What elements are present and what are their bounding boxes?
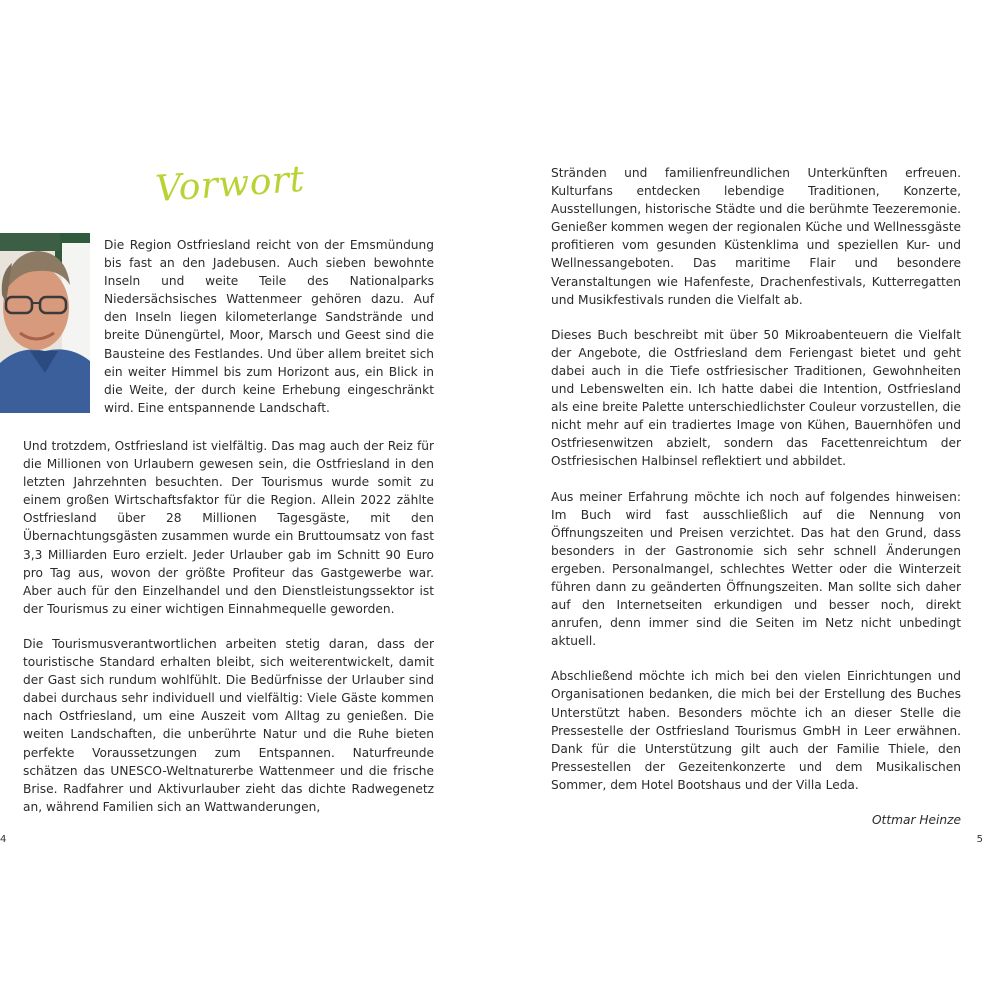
body-paragraph: Aus meiner Erfahrung möchte ich noch auf folgendes hinweisen: Im Buch wird fast ausschließlich auf die Nennung von Öffnungszeiten und Preisen verzichtet. Das hat den Grund, dass besonders in der Gastronomie sich sehr schnell Änderungen ergeben. Personalmangel, schlechtes Wetter oder die Winterzeit führen dann zu geänderten Öffnungszeiten. Man sollte sich daher auf den Internetseiten erkundigen und besser noch, direkt anrufen, denn immer sind die Seiten im Netz nicht unbedingt aktuell. xyxy=(551,489,961,649)
body-paragraph: Dieses Buch beschreibt mit über 50 Mikroabenteuern die Vielfalt der Angebote, die Ostfriesland dem Feriengast bietet und geht dabei auch in die Tiefe ostfriesischer Traditionen, Gewohnheiten und Lebenswelten ein. Ich hatte dabei die Intention, Ostfriesland als eine breite Palette unterschiedlichster Couleur vorzustellen, die nicht mehr auf ein tradiertes Image von Kühen, Bauernhöfen und Ostfriesenwitzen abzielt, sondern das Facettenreichtum der Ostfriesischen Halbinsel reflektiert und abbildet. xyxy=(551,327,961,469)
intro-paragraph: Die Region Ostfriesland reicht von der Emsmündung bis fast an den Jadebusen. Auch sieben bewohnte Inseln und weite Teile des Nationalparks Niedersächsisches Wattenmeer gehören dazu. Auf den Inseln liegen kilometerlange Sandstrände und breite Dünengürtel, Moor, Marsch und Geest sind die Bausteine des Festlandes. Und über allem breitet sich ein weiter Himmel bis zum Horizont aus, ein Blick in die Weite, der durch keine Erhebung eingeschränkt wird. Eine entspannende Landschaft. xyxy=(104,238,434,415)
body-paragraph: Abschließend möchte ich mich bei den vielen Einrichtungen und Organisationen bedanken, die mich bei der Erstellung des Buches Unterstützt haben. Besonders möchte ich an dieser Stelle die Pressestelle der Ostfriesland Tourismus GmbH in Leer erwähnen. Dank für die Unterstützung gilt auch der Familie Thiele, den Pressestellen der Gezeitenkonzerte und dem Musikalischen Sommer, dem Hotel Bootshaus und der Villa Leda. xyxy=(551,669,961,792)
author-signature: Ottmar Heinze xyxy=(871,813,961,827)
page-number-right: 5 xyxy=(976,834,983,845)
right-page-column xyxy=(551,164,961,829)
body-paragraph: Stränden und familienfreundlichen Unterkünften erfreuen. Kulturfans entdecken lebendige Traditionen, Konzerte, Ausstellungen, historische Städte und die berühmte Teezeremonie. Genießer kommen wegen der regionalen Küche und Wellnessgäste profitieren vom gesunden Küstenklima und speziellen Kur- und Wellnessangeboten. Das maritime Flair und besondere Veranstaltungen wie Hafenfeste, Drachenfestivals, Kutterregatten und Musikfestivals runden die Vielfalt ab. xyxy=(551,166,961,307)
left-page-intro xyxy=(104,236,434,434)
author-photo xyxy=(0,233,90,413)
author-portrait-image xyxy=(0,233,90,413)
body-paragraph: Die Tourismusverantwortlichen arbeiten stetig daran, dass der touristische Standard erhalten bleibt, sich weiterentwickelt, damit der Gast sich rundum wohlfühlt. Die Bedürfnisse der Urlauber sind dabei durchaus sehr individuell und vielfältig: Viele Gäste kommen nach Ostfriesland, um eine Auszeit vom Alltag zu genießen. Die weiten Landschaften, die unberührte Natur und die Ruhe bieten perfekte Voraussetzungen zum Entspannen. Naturfreunde schätzen das UNESCO-Weltnaturerbe Wattenmeer und die frische Brise. Radfahrer und Aktivurlauber zieht das dichte Radwegenetz an, während Familien sich an Wattwanderungen, xyxy=(23,636,434,814)
page-number-left: 4 xyxy=(0,834,7,845)
body-paragraph: Und trotzdem, Ostfriesland ist vielfältig. Das mag auch der Reiz für die Millionen von Urlaubern gewesen sein, die Ostfriesland in den letzten Jahrzehnten besuchten. Der Tourismus wurde somit zu einem großen Wirtschaftsfaktor für die Region. Allein 2022 zählte Ostfriesland über 28 Millionen Tagesgäste, mit den Übernachtungsgästen zusammen wurde ein Bruttoumsatz von fast 3,3 Milliarden Euro erzielt. Jeder Urlauber gab im Schnitt 90 Euro pro Tag aus, wovon der größte Profiteur das Gastgewerbe war. Aber auch für den Einzelhandel und den Dienstleistungssektor ist der Tourismus zu einer wichtigen Einnahmequelle geworden. xyxy=(23,439,434,616)
left-page-column xyxy=(23,437,434,833)
chapter-title: Vorwort xyxy=(154,158,306,211)
